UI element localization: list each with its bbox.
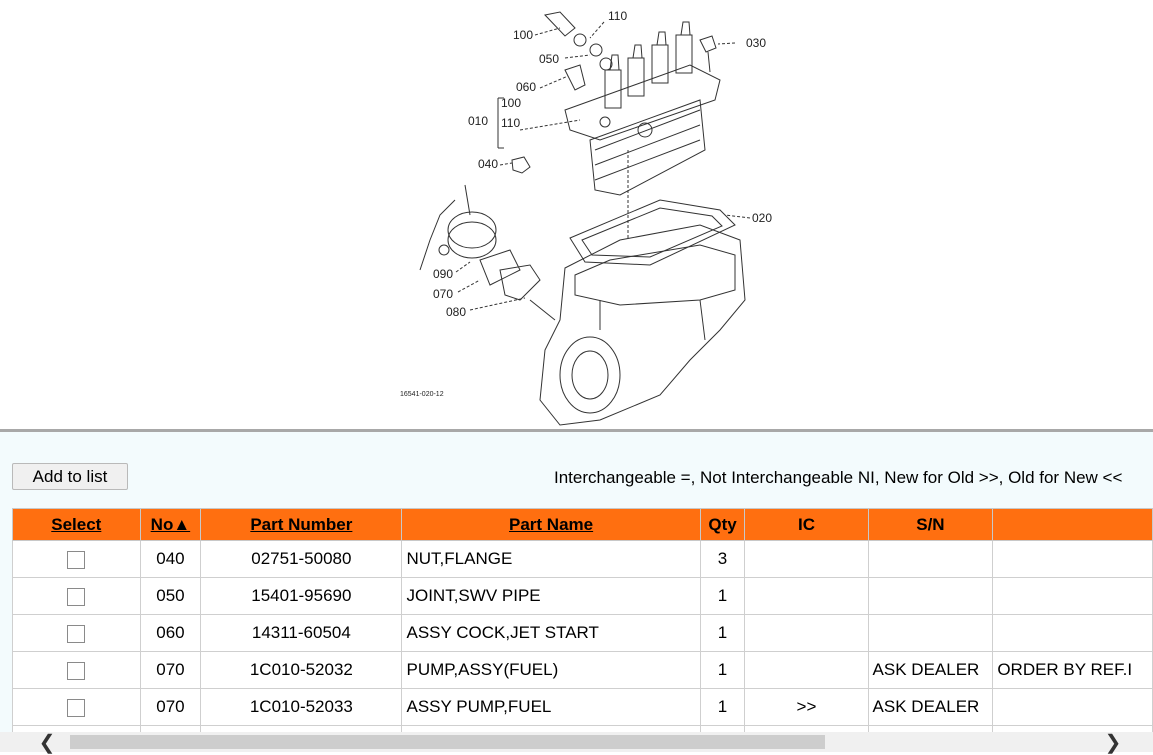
- callout-050: 050: [539, 52, 560, 66]
- remarks-cell: [993, 615, 1153, 652]
- select-checkbox[interactable]: [67, 699, 85, 717]
- part-name-cell: ASSY COCK,JET START: [402, 615, 700, 652]
- part-name-cell: JOINT,SWV PIPE: [402, 578, 700, 615]
- ic-cell: [745, 615, 868, 652]
- qty-cell: 1: [700, 578, 745, 615]
- qty-cell: 1: [700, 689, 745, 726]
- select-cell: [13, 615, 141, 652]
- callout-100: 100: [513, 28, 534, 42]
- ic-cell: [745, 541, 868, 578]
- remarks-cell: [993, 541, 1153, 578]
- header-sn: S/N: [868, 509, 993, 541]
- select-checkbox[interactable]: [67, 588, 85, 606]
- no-cell: 070: [140, 689, 201, 726]
- horizontal-scrollbar[interactable]: [0, 732, 1153, 752]
- part-number-cell: 1C010-52032: [201, 652, 402, 689]
- header-part-name[interactable]: Part Name: [402, 509, 700, 541]
- table-row: [13, 689, 1153, 726]
- select-checkbox[interactable]: [67, 625, 85, 643]
- sn-cell: [868, 578, 993, 615]
- part-name-cell: PUMP,ASSY(FUEL): [402, 652, 700, 689]
- callout-090: 090: [433, 267, 454, 281]
- remarks-cell: ORDER BY REF.I: [993, 652, 1153, 689]
- remarks-cell: [993, 578, 1153, 615]
- select-checkbox[interactable]: [67, 551, 85, 569]
- parts-list-panel: [0, 432, 1153, 752]
- scrollbar-thumb[interactable]: [70, 735, 825, 749]
- table-header-row: [13, 509, 1153, 541]
- scroll-right-icon[interactable]: ❯: [1104, 731, 1122, 754]
- callout-110: 110: [608, 9, 628, 23]
- header-no-sort[interactable]: No▲: [140, 509, 201, 541]
- parts-table: [12, 508, 1153, 739]
- no-cell: 060: [140, 615, 201, 652]
- callout-070: 070: [433, 287, 454, 301]
- table-row: [13, 541, 1153, 578]
- callout-030: 030: [746, 36, 767, 50]
- sn-cell: ASK DEALER: [868, 652, 993, 689]
- callout-010-sub-100: 100: [501, 96, 522, 110]
- callout-010: 010: [468, 114, 489, 128]
- qty-cell: 1: [700, 615, 745, 652]
- callout-040: 040: [478, 157, 499, 171]
- select-cell: [13, 578, 141, 615]
- figure-id: 16541-020-12: [400, 391, 444, 398]
- sn-cell: ASK DEALER: [868, 689, 993, 726]
- header-part-number[interactable]: Part Number: [201, 509, 402, 541]
- header-select[interactable]: Select: [13, 509, 141, 541]
- add-to-list-button[interactable]: Add to list: [12, 463, 128, 490]
- table-row: [13, 578, 1153, 615]
- callout-010-sub-110: 110: [501, 116, 521, 130]
- part-number-cell: 15401-95690: [201, 578, 402, 615]
- qty-cell: 1: [700, 652, 745, 689]
- remarks-cell: [993, 689, 1153, 726]
- header-qty: Qty: [700, 509, 745, 541]
- header-remarks: [993, 509, 1153, 541]
- ic-cell: >>: [745, 689, 868, 726]
- no-cell: 050: [140, 578, 201, 615]
- scroll-left-icon[interactable]: ❮: [38, 731, 56, 754]
- part-name-cell: NUT,FLANGE: [402, 541, 700, 578]
- no-cell: 040: [140, 541, 201, 578]
- callout-080: 080: [446, 305, 467, 319]
- callout-060: 060: [516, 80, 537, 94]
- part-number-cell: 02751-50080: [201, 541, 402, 578]
- select-cell: [13, 689, 141, 726]
- no-cell: 070: [140, 652, 201, 689]
- select-cell: [13, 652, 141, 689]
- qty-cell: 3: [700, 541, 745, 578]
- sn-cell: [868, 541, 993, 578]
- callout-020: 020: [752, 211, 773, 225]
- header-ic: IC: [745, 509, 868, 541]
- ic-cell: [745, 652, 868, 689]
- sn-cell: [868, 615, 993, 652]
- select-checkbox[interactable]: [67, 662, 85, 680]
- part-number-cell: 14311-60504: [201, 615, 402, 652]
- table-row: [13, 615, 1153, 652]
- part-name-cell: ASSY PUMP,FUEL: [402, 689, 700, 726]
- table-row: [13, 652, 1153, 689]
- interchangeability-legend: Interchangeable =, Not Interchangeable NI, New for Old >>, Old for New <<: [554, 468, 1123, 487]
- ic-cell: [745, 578, 868, 615]
- select-cell: [13, 541, 141, 578]
- part-number-cell: 1C010-52033: [201, 689, 402, 726]
